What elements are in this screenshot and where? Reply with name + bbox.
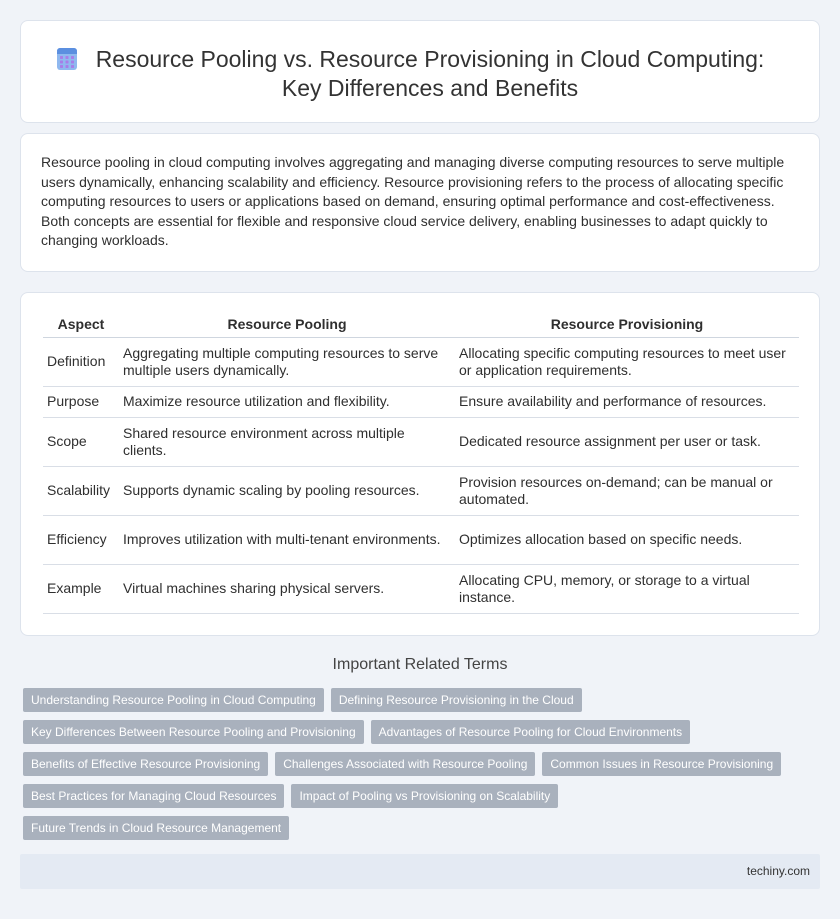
cell-aspect: Efficiency — [43, 515, 119, 564]
cell-aspect: Definition — [43, 337, 119, 386]
table-row — [43, 564, 799, 613]
cell-pooling: Supports dynamic scaling by pooling resources. — [119, 466, 455, 515]
page-title: Resource Pooling vs. Resource Provisioning in Cloud Computing: Key Differences and Benefits — [95, 46, 765, 101]
related-term-tag[interactable]: Common Issues in Resource Provisioning — [542, 752, 781, 776]
cell-aspect: Purpose — [43, 386, 119, 417]
related-term-tag[interactable]: Future Trends in Cloud Resource Management — [23, 816, 289, 840]
intro-card — [20, 133, 820, 272]
related-term-tag[interactable]: Challenges Associated with Resource Pooling — [275, 752, 535, 776]
intro-paragraph: Resource pooling in cloud computing involves aggregating and managing diverse computing resources to serve multiple users dynamically, enhancing scalability and efficiency. Resource provisioning refers to the process of allocating specific computing resources to users or applications based on demand, ensuring optimal performance and cost-effectiveness. Both concepts are essential for flexible and responsive cloud service delivery, enabling businesses to adapt quickly to changing workloads. — [41, 154, 785, 249]
cell-aspect: Scalability — [43, 466, 119, 515]
comparison-card — [20, 292, 820, 636]
header-aspect: Aspect — [43, 315, 119, 337]
cell-pooling: Aggregating multiple computing resources to serve multiple users dynamically. — [119, 337, 455, 386]
cell-aspect: Example — [43, 564, 119, 613]
related-term-tag[interactable]: Understanding Resource Pooling in Cloud Computing — [23, 688, 324, 712]
table-header-row — [43, 315, 799, 337]
cell-provisioning: Dedicated resource assignment per user or task. — [455, 417, 799, 466]
cell-pooling: Shared resource environment across multiple clients. — [119, 417, 455, 466]
table-row — [43, 417, 799, 466]
related-term-tag[interactable]: Impact of Pooling vs Provisioning on Scalability — [291, 784, 558, 808]
cell-provisioning: Allocating specific computing resources to meet user or application requirements. — [455, 337, 799, 386]
footer-site-link[interactable]: techiny.com — [746, 864, 810, 878]
footer — [20, 854, 820, 889]
cell-provisioning: Ensure availability and performance of resources. — [455, 386, 799, 417]
table-row — [43, 386, 799, 417]
related-term-tag[interactable]: Key Differences Between Resource Pooling and Provisioning — [23, 720, 364, 744]
cell-provisioning: Provision resources on-demand; can be manual or automated. — [455, 466, 799, 515]
related-terms-list — [23, 688, 803, 848]
comparison-table — [43, 315, 799, 614]
cell-pooling: Virtual machines sharing physical servers. — [119, 564, 455, 613]
table-row — [43, 337, 799, 386]
related-term-tag[interactable]: Defining Resource Provisioning in the Cloud — [331, 688, 582, 712]
cell-provisioning: Allocating CPU, memory, or storage to a virtual instance. — [455, 564, 799, 613]
table-row — [43, 515, 799, 564]
table-row — [43, 466, 799, 515]
related-term-tag[interactable]: Advantages of Resource Pooling for Cloud Environments — [371, 720, 691, 744]
cell-aspect: Scope — [43, 417, 119, 466]
cell-provisioning: Optimizes allocation based on specific needs. — [455, 515, 799, 564]
cell-pooling: Improves utilization with multi-tenant environments. — [119, 515, 455, 564]
related-term-tag[interactable]: Benefits of Effective Resource Provisioning — [23, 752, 268, 776]
cell-pooling: Maximize resource utilization and flexibility. — [119, 386, 455, 417]
title-card — [20, 20, 820, 123]
related-terms-heading: Important Related Terms — [332, 656, 508, 673]
header-provisioning: Resource Provisioning — [455, 315, 799, 337]
related-term-tag[interactable]: Best Practices for Managing Cloud Resources — [23, 784, 284, 808]
header-pooling: Resource Pooling — [119, 315, 455, 337]
